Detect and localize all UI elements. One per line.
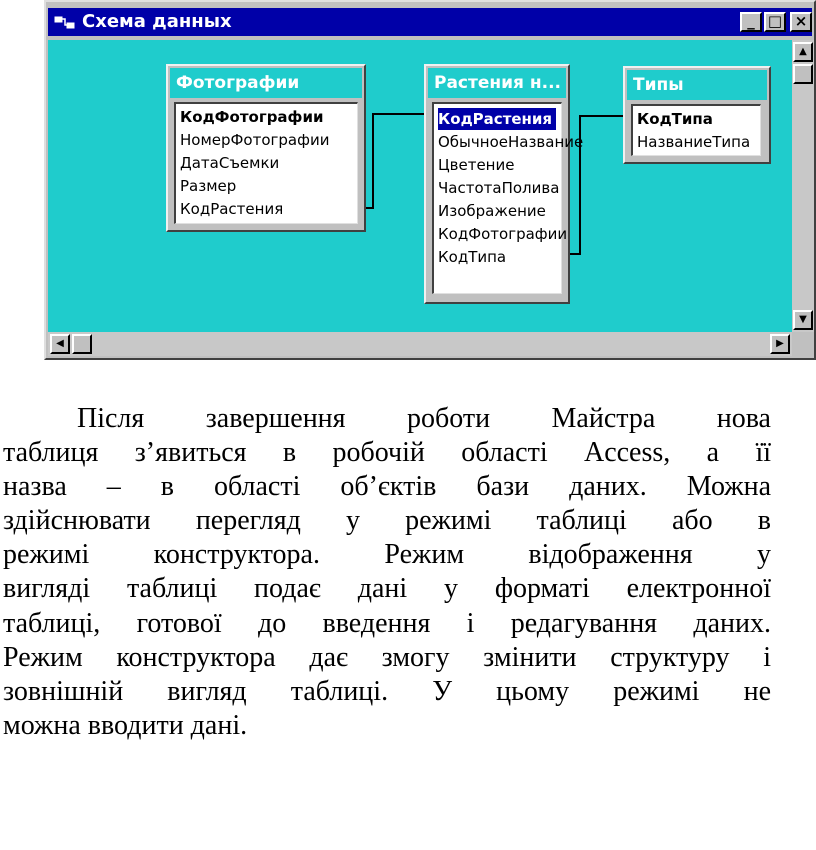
table-plants-title[interactable]: Растения н... <box>428 68 566 98</box>
paragraph-line: здійснювати перегляд у режимі таблиці або в <box>3 505 771 537</box>
minimize-button[interactable]: _ <box>740 12 762 32</box>
window-title: Схема данных <box>82 11 232 32</box>
vertical-scrollbar[interactable] <box>792 40 814 332</box>
horizontal-scrollbar[interactable] <box>48 332 792 356</box>
scroll-left-button[interactable]: ◀ <box>50 334 70 354</box>
relationships-icon[interactable] <box>54 15 76 31</box>
field-row[interactable]: КодТипа <box>438 248 507 266</box>
table-photos-title[interactable]: Фотографии <box>170 68 362 98</box>
paragraph-line: вигляді таблиці подає дані у форматі електронної <box>3 573 771 605</box>
table-types-title[interactable]: Типы <box>627 70 767 100</box>
paragraph-line: таблиця з’явиться в робочій області Access, а її <box>3 437 771 469</box>
horizontal-scroll-thumb[interactable] <box>72 334 92 354</box>
paragraph-line: можна вводити дані. <box>3 709 248 741</box>
paragraph-line: режимі конструктора. Режим відображення у <box>3 539 771 571</box>
scroll-right-button[interactable]: ▶ <box>770 334 790 354</box>
paragraph-line: Після завершення роботи Майстра нова <box>77 403 771 434</box>
scroll-up-button[interactable]: ▲ <box>793 42 813 62</box>
title-bar[interactable] <box>48 8 812 36</box>
table-plants[interactable] <box>424 64 584 304</box>
maximize-button[interactable]: □ <box>764 12 786 32</box>
relationship-line-photos-plants[interactable] <box>366 114 424 208</box>
paragraph-line: назва – в області об’єктів бази даних. Можна <box>3 471 771 503</box>
body-paragraph <box>3 402 771 743</box>
field-row[interactable]: ОбычноеНазвание <box>438 133 584 151</box>
field-row[interactable]: КодФотографии <box>180 108 324 126</box>
paragraph-line: таблиці, готової до введення і редагування даних. <box>3 607 771 639</box>
relationships-workspace[interactable] <box>48 40 792 332</box>
table-photos[interactable] <box>166 64 366 232</box>
paragraph-line: зовнішній вигляд таблиці. У цьому режимі не <box>3 675 771 707</box>
field-row[interactable]: ДатаСъемки <box>180 154 280 172</box>
close-button[interactable]: × <box>790 12 812 32</box>
field-row[interactable]: КодТипа <box>637 110 713 128</box>
scroll-down-button[interactable]: ▼ <box>793 310 813 330</box>
field-row[interactable]: НомерФотографии <box>180 131 330 149</box>
vertical-scroll-thumb[interactable] <box>793 64 813 84</box>
field-row[interactable]: КодФотографии <box>438 225 568 243</box>
field-row-selected[interactable]: КодРастения <box>438 108 556 130</box>
scrollbar-corner <box>792 332 814 356</box>
table-types-fields <box>631 104 761 156</box>
field-row[interactable]: НазваниеТипа <box>637 133 751 151</box>
table-types[interactable] <box>623 66 771 164</box>
field-row[interactable]: Цветение <box>438 156 515 174</box>
field-row[interactable]: КодРастения <box>180 200 284 218</box>
paragraph-line: Режим конструктора дає змогу змінити структуру і <box>3 641 771 673</box>
field-row[interactable]: Изображение <box>438 202 546 220</box>
field-row[interactable]: Размер <box>180 177 237 195</box>
field-row[interactable]: ЧастотаПолива <box>438 179 560 197</box>
table-photos-fields <box>174 102 358 224</box>
table-plants-fields <box>432 102 584 294</box>
relationships-window <box>44 0 816 360</box>
